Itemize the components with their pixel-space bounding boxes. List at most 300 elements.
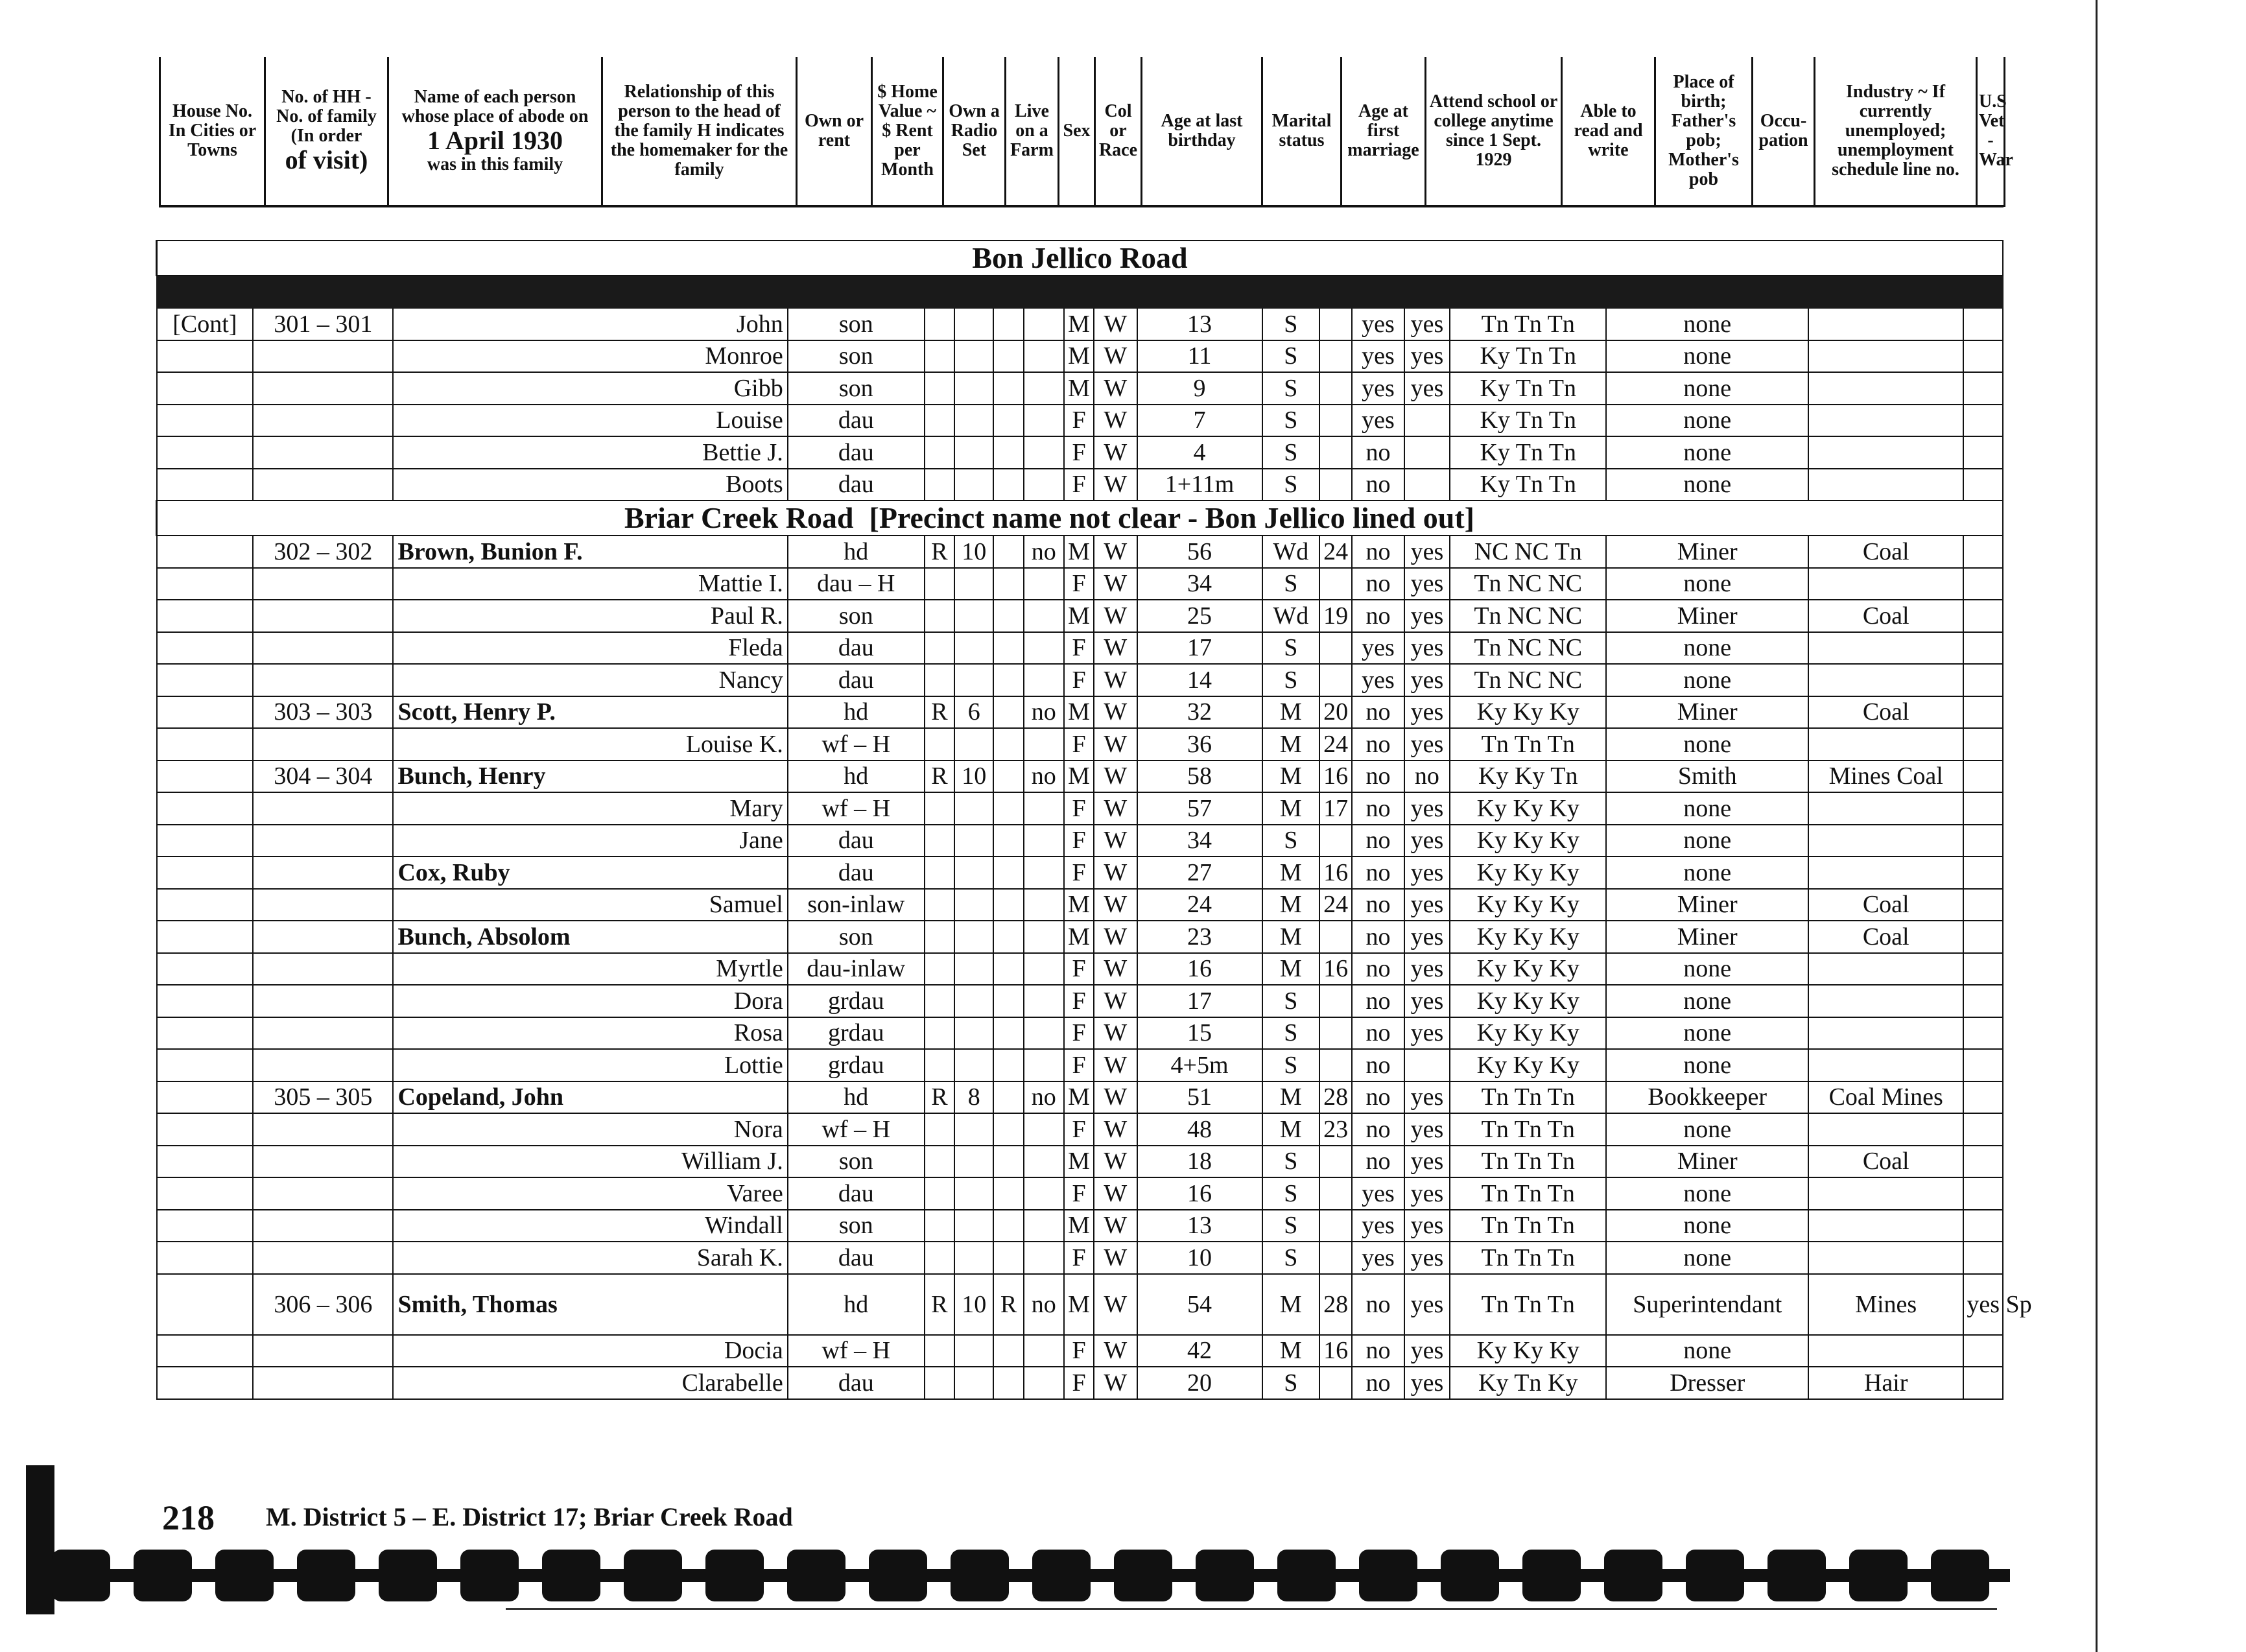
rel-cell: hd [788, 761, 925, 793]
mar-cell: S [1262, 340, 1319, 373]
race-cell: W [1094, 1146, 1137, 1178]
own-cell [925, 469, 954, 501]
hh-cell [253, 1177, 393, 1210]
vet-cell [1963, 1049, 2003, 1081]
table-row [157, 664, 2004, 696]
rel-cell: dau [788, 632, 925, 665]
own-cell [925, 889, 954, 921]
own-cell [925, 340, 954, 373]
house-cell [157, 600, 254, 632]
occ-cell: Miner [1606, 1146, 1808, 1178]
radio-cell [993, 1177, 1023, 1210]
occ-cell: none [1606, 469, 1808, 501]
mar-cell: S [1262, 436, 1319, 469]
own-cell: R [925, 1081, 954, 1114]
read-cell: yes [1404, 953, 1450, 985]
vet-cell [1963, 1081, 2003, 1114]
mar-cell: M [1262, 761, 1319, 793]
afm-cell: 16 [1319, 953, 1352, 985]
section-title: Bon Jellico Road [157, 241, 2004, 276]
house-cell [157, 340, 254, 373]
name-cell: Paul R. [393, 600, 787, 632]
table-row [157, 856, 2004, 889]
own-cell [925, 1017, 954, 1050]
table-row [157, 1113, 2004, 1146]
col-name-date: 1 April 1930 [427, 126, 563, 155]
val-cell [954, 1210, 993, 1242]
radio-cell [993, 536, 1023, 568]
table-row [157, 1081, 2004, 1114]
pob-cell: Tn Tn Tn [1450, 1113, 1606, 1146]
binding-ring [1686, 1550, 1744, 1601]
hh-cell [253, 921, 393, 953]
sex-cell: F [1064, 1177, 1094, 1210]
age-cell: 9 [1137, 372, 1262, 405]
farm-cell [1024, 1049, 1064, 1081]
val-cell [954, 340, 993, 373]
radio-cell [993, 889, 1023, 921]
mar-cell: M [1262, 953, 1319, 985]
table-row [157, 469, 2004, 501]
rel-cell: hd [788, 696, 925, 729]
age-cell: 36 [1137, 728, 1262, 761]
house-cell [157, 1335, 254, 1367]
mar-cell: S [1262, 1367, 1319, 1399]
sex-cell: M [1064, 696, 1094, 729]
afm-cell: 16 [1319, 1335, 1352, 1367]
col-name: Name of each person whose place of abode on 1 April 1930 was in this family [388, 57, 602, 206]
mar-cell: S [1262, 1242, 1319, 1274]
own-cell: R [925, 761, 954, 793]
occ-cell: Superintendant [1606, 1274, 1808, 1335]
name-cell: Jane [393, 825, 787, 857]
radio-cell [993, 696, 1023, 729]
ind-cell [1808, 1049, 1963, 1081]
school-cell: no [1352, 985, 1404, 1017]
mar-cell: M [1262, 856, 1319, 889]
mar-cell: S [1262, 1146, 1319, 1178]
ind-cell: Mines [1808, 1274, 1963, 1335]
house-cell [157, 632, 254, 665]
school-cell: yes [1352, 632, 1404, 665]
pob-cell: Ky Tn Ky [1450, 1367, 1606, 1399]
vet-cell [1963, 1146, 2003, 1178]
afm-cell: 24 [1319, 728, 1352, 761]
pob-cell: Ky Tn Tn [1450, 372, 1606, 405]
sex-cell: F [1064, 1049, 1094, 1081]
hh-cell [253, 825, 393, 857]
name-cell: Docia [393, 1335, 787, 1367]
occ-cell: none [1606, 1335, 1808, 1367]
pob-cell: Ky Tn Tn [1450, 405, 1606, 437]
pob-cell: Ky Tn Tn [1450, 469, 1606, 501]
radio-cell [993, 1367, 1023, 1399]
hh-cell [253, 856, 393, 889]
mar-cell: S [1262, 985, 1319, 1017]
radio-cell [993, 825, 1023, 857]
occ-cell: Miner [1606, 696, 1808, 729]
val-cell [954, 953, 993, 985]
farm-cell [1024, 632, 1064, 665]
col-occupation: Occu-pation [1753, 57, 1815, 206]
read-cell: yes [1404, 308, 1450, 340]
house-cell [157, 469, 254, 501]
ind-cell [1808, 1017, 1963, 1050]
afm-cell: 23 [1319, 1113, 1352, 1146]
own-cell [925, 1367, 954, 1399]
name-cell: Fleda [393, 632, 787, 665]
dark-band-cell [157, 276, 2004, 308]
house-cell: [Cont] [157, 308, 254, 340]
vet-cell [1963, 889, 2003, 921]
sex-cell: M [1064, 889, 1094, 921]
farm-cell [1024, 728, 1064, 761]
rel-cell: son [788, 340, 925, 373]
read-cell: yes [1404, 856, 1450, 889]
rel-cell: dau-inlaw [788, 953, 925, 985]
hh-cell [253, 568, 393, 600]
binding-ring [1441, 1550, 1499, 1601]
pob-cell: Ky Ky Ky [1450, 921, 1606, 953]
school-cell: no [1352, 856, 1404, 889]
mar-cell: S [1262, 825, 1319, 857]
school-cell: no [1352, 1049, 1404, 1081]
sex-cell: F [1064, 1335, 1094, 1367]
rel-cell: grdau [788, 985, 925, 1017]
rel-cell: grdau [788, 1017, 925, 1050]
age-cell: 25 [1137, 600, 1262, 632]
own-cell [925, 436, 954, 469]
col-own-rent: Own or rent [797, 57, 872, 206]
radio-cell [993, 1210, 1023, 1242]
mar-cell: S [1262, 308, 1319, 340]
rel-cell: son [788, 372, 925, 405]
header-rule [159, 205, 2004, 207]
hh-cell [253, 664, 393, 696]
vet-cell [1963, 1177, 2003, 1210]
table-row [157, 536, 2004, 568]
race-cell: W [1094, 436, 1137, 469]
house-cell [157, 1049, 254, 1081]
farm-cell [1024, 921, 1064, 953]
table-row [157, 568, 2004, 600]
table-row [157, 985, 2004, 1017]
ind-cell [1808, 469, 1963, 501]
race-cell: W [1094, 632, 1137, 665]
ind-cell [1808, 405, 1963, 437]
pob-cell: Tn Tn Tn [1450, 1274, 1606, 1335]
rel-cell: dau [788, 856, 925, 889]
head-of-household-cell: Smith, Thomas [393, 1274, 787, 1335]
mar-cell: M [1262, 696, 1319, 729]
age-cell: 17 [1137, 632, 1262, 665]
mar-cell: S [1262, 664, 1319, 696]
vet-cell [1963, 856, 2003, 889]
own-cell [925, 953, 954, 985]
pob-cell: Tn Tn Tn [1450, 1146, 1606, 1178]
sex-cell: F [1064, 1113, 1094, 1146]
own-cell [925, 1049, 954, 1081]
radio-cell [993, 632, 1023, 665]
mar-cell: M [1262, 1113, 1319, 1146]
radio-cell [993, 340, 1023, 373]
radio-cell [993, 856, 1023, 889]
occ-cell: none [1606, 792, 1808, 825]
house-cell [157, 1242, 254, 1274]
read-cell: no [1404, 761, 1450, 793]
occ-cell: none [1606, 1242, 1808, 1274]
read-cell: yes [1404, 1017, 1450, 1050]
hh-cell [253, 1049, 393, 1081]
name-cell: Windall [393, 1210, 787, 1242]
pob-cell: Ky Ky Ky [1450, 1017, 1606, 1050]
name-cell: Bettie J. [393, 436, 787, 469]
col-hh-no: No. of HH - No. of family (In order of visit) [265, 57, 388, 206]
read-cell [1404, 405, 1450, 437]
section-note: [Precinct name not clear - Bon Jellico lined out] [869, 501, 1474, 534]
rel-cell: wf – H [788, 1335, 925, 1367]
farm-cell [1024, 664, 1064, 696]
own-cell [925, 825, 954, 857]
house-cell [157, 761, 254, 793]
page-number: 218 [162, 1498, 215, 1537]
rel-cell: hd [788, 536, 925, 568]
afm-cell: 28 [1319, 1081, 1352, 1114]
table-row [157, 1274, 2004, 1335]
own-cell [925, 856, 954, 889]
house-cell [157, 372, 254, 405]
val-cell [954, 632, 993, 665]
col-farm: Live on a Farm [1006, 57, 1059, 206]
table-row [157, 405, 2004, 437]
head-of-household-cell: Cox, Ruby [393, 856, 787, 889]
age-cell: 18 [1137, 1146, 1262, 1178]
mar-cell: S [1262, 1049, 1319, 1081]
own-cell: R [925, 696, 954, 729]
read-cell: yes [1404, 1274, 1450, 1335]
sex-cell: M [1064, 921, 1094, 953]
radio-cell [993, 921, 1023, 953]
occ-cell: none [1606, 308, 1808, 340]
school-cell: no [1352, 1367, 1404, 1399]
rel-cell: dau [788, 825, 925, 857]
occ-cell: Miner [1606, 536, 1808, 568]
race-cell: W [1094, 1017, 1137, 1050]
occ-cell: Smith [1606, 761, 1808, 793]
hh-cell: 305 – 305 [253, 1081, 393, 1114]
school-cell: yes [1352, 308, 1404, 340]
mar-cell: S [1262, 1210, 1319, 1242]
age-cell: 13 [1137, 308, 1262, 340]
vet-cell [1963, 1210, 2003, 1242]
radio-cell [993, 1049, 1023, 1081]
hh-cell: 302 – 302 [253, 536, 393, 568]
ind-cell: Coal [1808, 889, 1963, 921]
house-cell [157, 1210, 254, 1242]
val-cell [954, 1146, 993, 1178]
race-cell: W [1094, 696, 1137, 729]
table-row [157, 889, 2004, 921]
vet-cell [1963, 308, 2003, 340]
table-row [157, 1335, 2004, 1367]
pob-cell: Ky Ky Ky [1450, 825, 1606, 857]
farm-cell [1024, 1146, 1064, 1178]
val-cell [954, 889, 993, 921]
age-cell: 34 [1137, 825, 1262, 857]
race-cell: W [1094, 1113, 1137, 1146]
age-cell: 57 [1137, 792, 1262, 825]
race-cell: W [1094, 536, 1137, 568]
ind-cell [1808, 1335, 1963, 1367]
table-row [157, 1017, 2004, 1050]
table-row [157, 632, 2004, 665]
farm-cell: no [1024, 1081, 1064, 1114]
table-row [157, 825, 2004, 857]
binding-ring [624, 1550, 682, 1601]
mar-cell: S [1262, 568, 1319, 600]
sex-cell: F [1064, 664, 1094, 696]
sex-cell: F [1064, 1017, 1094, 1050]
sex-cell: M [1064, 536, 1094, 568]
read-cell: yes [1404, 1113, 1450, 1146]
pob-cell: Tn Tn Tn [1450, 1242, 1606, 1274]
table-row [157, 761, 2004, 793]
binding-ring [1032, 1550, 1091, 1601]
rel-cell: dau [788, 405, 925, 437]
mar-cell: M [1262, 1274, 1319, 1335]
ind-cell [1808, 985, 1963, 1017]
occ-cell: Miner [1606, 921, 1808, 953]
sex-cell: F [1064, 436, 1094, 469]
name-cell: Nancy [393, 664, 787, 696]
ind-cell [1808, 436, 1963, 469]
ind-cell: Mines Coal [1808, 761, 1963, 793]
read-cell: yes [1404, 1335, 1450, 1367]
radio-cell [993, 953, 1023, 985]
val-cell [954, 436, 993, 469]
binding-ring [787, 1550, 845, 1601]
radio-cell [993, 436, 1023, 469]
vet-cell [1963, 1367, 2003, 1399]
race-cell: W [1094, 308, 1137, 340]
hh-cell: 303 – 303 [253, 696, 393, 729]
col-marital: Marital status [1262, 57, 1342, 206]
vet-cell [1963, 600, 2003, 632]
binding-ring [52, 1550, 110, 1601]
race-cell: W [1094, 825, 1137, 857]
rel-cell: son [788, 308, 925, 340]
spiral-binding [26, 1543, 2010, 1608]
house-cell [157, 1274, 254, 1335]
binding-ring [869, 1550, 927, 1601]
val-cell [954, 728, 993, 761]
occ-cell: Miner [1606, 889, 1808, 921]
occ-cell: none [1606, 1113, 1808, 1146]
page-edge-line [2096, 0, 2098, 1652]
vet-cell [1963, 1017, 2003, 1050]
radio-cell [993, 1113, 1023, 1146]
occ-cell: none [1606, 632, 1808, 665]
col-home-value: $ Home Value ~ $ Rent per Month [872, 57, 943, 206]
sex-cell: M [1064, 1146, 1094, 1178]
afm-cell [1319, 372, 1352, 405]
ind-cell: Coal [1808, 1146, 1963, 1178]
house-cell [157, 792, 254, 825]
race-cell: W [1094, 600, 1137, 632]
age-cell: 16 [1137, 953, 1262, 985]
occ-cell: none [1606, 728, 1808, 761]
radio-cell [993, 1146, 1023, 1178]
hh-cell [253, 436, 393, 469]
house-cell [157, 825, 254, 857]
ind-cell [1808, 340, 1963, 373]
own-cell [925, 405, 954, 437]
occ-cell: none [1606, 1177, 1808, 1210]
age-cell: 15 [1137, 1017, 1262, 1050]
age-cell: 42 [1137, 1335, 1262, 1367]
vet-cell [1963, 664, 2003, 696]
own-cell [925, 1335, 954, 1367]
age-cell: 17 [1137, 985, 1262, 1017]
hh-cell [253, 1335, 393, 1367]
house-cell [157, 568, 254, 600]
afm-cell: 20 [1319, 696, 1352, 729]
sex-cell: F [1064, 985, 1094, 1017]
age-cell: 27 [1137, 856, 1262, 889]
ind-cell [1808, 1210, 1963, 1242]
sex-cell: F [1064, 469, 1094, 501]
ind-cell: Coal Mines [1808, 1081, 1963, 1114]
house-cell [157, 856, 254, 889]
binding-ring [215, 1550, 274, 1601]
hh-cell [253, 372, 393, 405]
school-cell: no [1352, 600, 1404, 632]
vet-cell [1963, 921, 2003, 953]
afm-cell [1319, 1242, 1352, 1274]
race-cell: W [1094, 1242, 1137, 1274]
occ-cell: none [1606, 856, 1808, 889]
read-cell: yes [1404, 372, 1450, 405]
radio-cell [993, 985, 1023, 1017]
age-cell: 1+11m [1137, 469, 1262, 501]
val-cell [954, 1335, 993, 1367]
radio-cell [993, 792, 1023, 825]
binding-ring [297, 1550, 355, 1601]
hh-cell [253, 632, 393, 665]
val-cell [954, 405, 993, 437]
table-row [157, 1367, 2004, 1399]
afm-cell: 16 [1319, 761, 1352, 793]
mar-cell: M [1262, 792, 1319, 825]
col-age: Age at last birthday [1142, 57, 1262, 206]
pob-cell: Tn NC NC [1450, 664, 1606, 696]
binding-ring [951, 1550, 1009, 1601]
vet-cell [1963, 340, 2003, 373]
binding-ring [1522, 1550, 1581, 1601]
radio-cell [993, 1335, 1023, 1367]
age-cell: 54 [1137, 1274, 1262, 1335]
ind-cell [1808, 856, 1963, 889]
pob-cell: Tn Tn Tn [1450, 728, 1606, 761]
age-cell: 4 [1137, 436, 1262, 469]
ind-cell [1808, 372, 1963, 405]
afm-cell [1319, 436, 1352, 469]
radio-cell [993, 372, 1023, 405]
name-cell: Varee [393, 1177, 787, 1210]
race-cell: W [1094, 372, 1137, 405]
ind-cell: Coal [1808, 921, 1963, 953]
ind-cell [1808, 728, 1963, 761]
